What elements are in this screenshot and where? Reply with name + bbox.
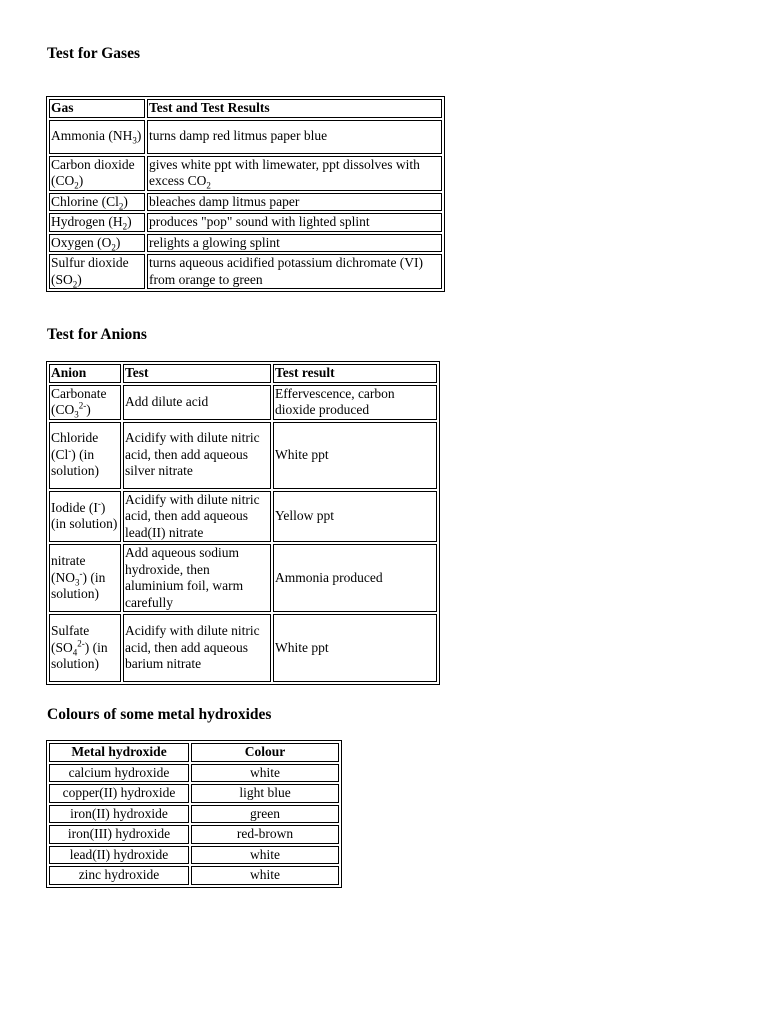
- anions-title: Test for Anions: [47, 326, 147, 343]
- anions-header-row: [49, 364, 437, 383]
- anions-header-test: Test: [123, 364, 271, 383]
- hydroxide-row: [49, 866, 339, 885]
- anion-formula-prefix: (SO: [51, 639, 73, 655]
- hydroxide-name-cell: iron(II) hydroxide: [49, 805, 189, 824]
- gas-formula-prefix: (SO: [51, 271, 73, 287]
- anion-state: (in solution): [51, 639, 108, 672]
- anions-header-result: Test result: [273, 364, 437, 383]
- anion-cell: [49, 422, 121, 489]
- gas-test-text: gives white ppt with limewater, ppt dissolves with excess CO: [149, 156, 420, 188]
- gas-formula-suffix: ): [78, 173, 84, 188]
- hydroxide-row: [49, 825, 339, 844]
- gas-cell: [49, 213, 145, 232]
- anion-result-cell: Ammonia produced: [273, 544, 437, 612]
- gas-name: Chlorine: [51, 193, 99, 209]
- gas-test-cell: [147, 234, 442, 253]
- gas-cell: [49, 234, 145, 253]
- anion-formula-prefix: (Cl: [51, 446, 69, 462]
- gases-row: [49, 213, 442, 232]
- anion-test-cell: Add dilute acid: [123, 385, 271, 420]
- anions-row: [49, 614, 437, 682]
- hydroxide-name-cell: copper(II) hydroxide: [49, 784, 189, 803]
- hydroxide-name-cell: zinc hydroxide: [49, 866, 189, 885]
- hydroxide-row: [49, 784, 339, 803]
- anion-name: Carbonate: [51, 385, 107, 401]
- gases-row: [49, 156, 442, 191]
- anions-row: [49, 491, 437, 543]
- hydroxide-colour-cell: white: [191, 764, 339, 783]
- anion-formula-prefix: (NO: [51, 569, 75, 585]
- anion-state: (in solution): [51, 446, 100, 479]
- gas-test-text: produces "pop" sound with lighted splint: [149, 214, 370, 229]
- gases-row: [49, 193, 442, 212]
- gas-formula-subscript: 3: [132, 135, 137, 146]
- hydroxide-colour-cell: white: [191, 846, 339, 865]
- anions-row: [49, 422, 437, 489]
- anions-table: [46, 361, 440, 685]
- anion-formula-charge: 2-: [77, 638, 85, 649]
- gases-row: [49, 120, 442, 154]
- gas-name: Sulfur dioxide: [51, 255, 129, 270]
- gases-header-row: [49, 99, 442, 118]
- anion-formula-prefix: (I: [88, 499, 98, 515]
- gas-formula-subscript: 2: [122, 221, 128, 232]
- gas-formula-subscript: 2: [118, 201, 124, 212]
- anion-cell: [49, 614, 121, 682]
- anion-formula-subscript: 4: [72, 647, 78, 658]
- gas-name: Carbon dioxide: [51, 156, 135, 172]
- gas-test-text: turns damp red litmus paper blue: [149, 128, 328, 144]
- anion-name: Chloride: [51, 430, 99, 446]
- gas-test-cell: [147, 193, 442, 212]
- gas-cell: [49, 193, 145, 212]
- hydroxide-row: [49, 764, 339, 783]
- anion-test-cell: Acidify with dilute nitric acid, then add aqueous silver nitrate: [123, 422, 271, 489]
- gas-cell: [49, 120, 145, 154]
- gas-formula-subscript: 2: [111, 242, 116, 253]
- hydroxide-colour-cell: green: [191, 805, 339, 824]
- anion-name: nitrate: [51, 553, 86, 569]
- hydroxide-name-cell: lead(II) hydroxide: [49, 846, 189, 865]
- anion-cell: [49, 385, 121, 420]
- hydroxides-header-colour: Colour: [191, 743, 339, 762]
- gas-test-subscript: 2: [206, 180, 211, 191]
- gas-test-cell: [147, 156, 442, 191]
- hydroxide-name-cell: iron(III) hydroxide: [49, 825, 189, 844]
- anion-test-cell: Add aqueous sodium hydroxide, then aluminium foil, warm carefully: [123, 544, 271, 612]
- anion-state: (in solution): [51, 516, 118, 532]
- anion-name: Sulfate: [51, 623, 90, 639]
- anion-formula-suffix: ): [82, 569, 87, 585]
- hydroxides-header-row: [49, 743, 339, 762]
- anion-formula-charge: -: [97, 498, 101, 509]
- gas-cell: [49, 254, 145, 289]
- anions-row: [49, 385, 437, 420]
- gases-row: [49, 234, 442, 253]
- anion-formula-subscript: 3: [75, 577, 80, 588]
- gas-formula-prefix: (NH: [108, 128, 133, 144]
- anion-formula-prefix: (CO: [51, 402, 75, 417]
- gas-formula-suffix: ): [123, 193, 128, 209]
- gas-test-cell: [147, 254, 442, 289]
- anion-formula-suffix: ): [86, 402, 91, 417]
- anion-result-cell: Effervescence, carbon dioxide produced: [273, 385, 437, 420]
- gas-name: Ammonia: [51, 128, 105, 144]
- gas-test-text: turns aqueous acidified potassium dichromate (VI) from orange to green: [149, 255, 424, 287]
- anion-formula-subscript: 3: [74, 409, 79, 420]
- gas-name: Hydrogen: [51, 214, 105, 229]
- anion-state: (in solution): [51, 569, 106, 602]
- gas-formula-prefix: (H: [108, 214, 123, 229]
- gas-formula-prefix: (CO: [51, 173, 75, 188]
- hydroxide-row: [49, 846, 339, 865]
- hydroxide-row: [49, 805, 339, 824]
- gas-test-cell: [147, 120, 442, 154]
- anion-name: Iodide: [51, 499, 86, 515]
- gas-formula-suffix: ): [115, 234, 121, 250]
- anion-result-cell: Yellow ppt: [273, 491, 437, 543]
- gas-formula-subscript: 2: [74, 180, 79, 191]
- anion-formula-charge: -: [79, 568, 83, 579]
- gas-test-text: bleaches damp litmus paper: [149, 193, 300, 209]
- anion-formula-suffix: ): [84, 639, 90, 655]
- anion-cell: [49, 491, 121, 543]
- anion-cell: [49, 544, 121, 612]
- hydroxide-colour-cell: red-brown: [191, 825, 339, 844]
- gas-formula-subscript: 2: [72, 279, 78, 290]
- anion-formula-charge: 2-: [78, 400, 87, 411]
- gas-formula-prefix: (Cl: [101, 193, 119, 209]
- hydroxide-colour-cell: white: [191, 866, 339, 885]
- gas-name: Oxygen: [51, 234, 94, 250]
- gases-row: [49, 254, 442, 289]
- anion-result-cell: White ppt: [273, 422, 437, 489]
- anions-header-anion: Anion: [49, 364, 121, 383]
- hydroxides-table: [46, 740, 342, 888]
- gas-cell: [49, 156, 145, 191]
- gases-title: Test for Gases: [47, 45, 140, 62]
- anion-formula-suffix: ): [100, 499, 106, 515]
- gas-test-text: relights a glowing splint: [149, 234, 280, 250]
- gas-formula-prefix: (O: [97, 234, 112, 250]
- anion-formula-charge: -: [68, 445, 72, 456]
- hydroxides-header-name: Metal hydroxide: [49, 743, 189, 762]
- hydroxide-name-cell: calcium hydroxide: [49, 764, 189, 783]
- gases-header-gas: Gas: [49, 99, 145, 118]
- gas-formula-suffix: ): [77, 271, 82, 287]
- anion-test-cell: Acidify with dilute nitric acid, then add aqueous barium nitrate: [123, 614, 271, 682]
- gas-test-cell: [147, 213, 442, 232]
- gases-header-test: Test and Test Results: [147, 99, 442, 118]
- hydroxides-title: Colours of some metal hydroxides: [47, 706, 272, 723]
- anion-result-cell: White ppt: [273, 614, 437, 682]
- anion-formula-suffix: ): [71, 446, 76, 462]
- gas-formula-suffix: ): [136, 128, 142, 144]
- anion-test-cell: Acidify with dilute nitric acid, then add aqueous lead(II) nitrate: [123, 491, 271, 543]
- hydroxide-colour-cell: light blue: [191, 784, 339, 803]
- gas-formula-suffix: ): [127, 214, 132, 229]
- gases-table: [46, 96, 445, 292]
- anions-row: [49, 544, 437, 612]
